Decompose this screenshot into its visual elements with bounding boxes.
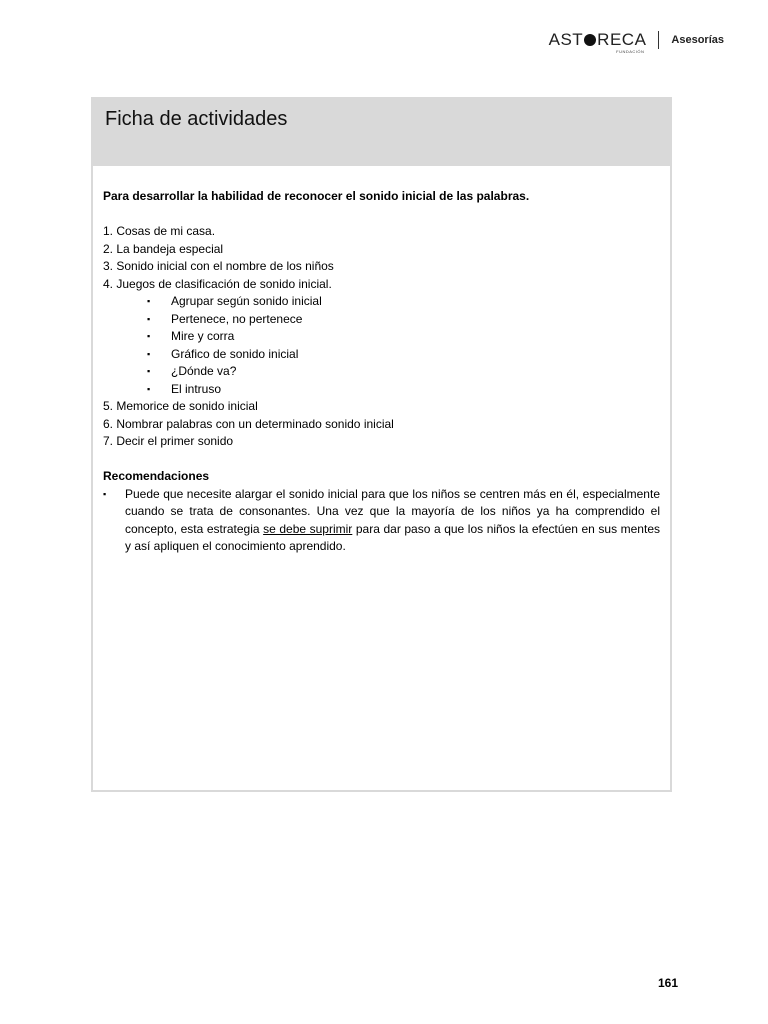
card-title: Ficha de actividades: [105, 108, 288, 130]
activity-item: 3. Sonido inicial con el nombre de los niños: [103, 259, 334, 273]
logo-dot-icon: [584, 34, 596, 46]
sub-activity-label: Mire y corra: [171, 329, 235, 343]
activities-list-continued: [103, 398, 660, 451]
sub-activity-item: [147, 381, 660, 399]
square-bullet-icon: ▪: [147, 313, 151, 324]
sub-activity-label: Agrupar según sonido inicial: [171, 294, 322, 308]
square-bullet-icon: ▪: [147, 366, 151, 376]
activity-card: [91, 97, 672, 792]
sub-activity-label: ¿Dónde va?: [171, 364, 237, 378]
activity-item: 1. Cosas de mi casa.: [103, 224, 216, 238]
sub-activity-item: [147, 293, 660, 311]
sub-activity-item: [147, 346, 660, 364]
activity-item: 7. Decir el primer sonido: [103, 434, 234, 448]
recommendations-title: Recomendaciones: [103, 469, 210, 483]
page-number: 161: [657, 976, 678, 990]
recommendation-underlined: se debe suprimir: [263, 521, 353, 536]
sub-activity-item: [147, 328, 660, 346]
activity-item: 4. Juegos de clasificación de sonido inicial.: [103, 276, 332, 291]
sub-activity-item: [147, 311, 660, 329]
recommendation-item: [103, 486, 660, 556]
card-header: [93, 99, 670, 166]
sub-activity-label: El intruso: [171, 381, 222, 396]
activity-item: 5. Memorice de sonido inicial: [103, 399, 258, 413]
header-brand: [548, 30, 724, 54]
activity-item: 2. La bandeja especial: [103, 241, 224, 256]
recommendation-text: [125, 486, 660, 556]
activities-list: [103, 223, 660, 293]
section-name: Asesorías: [671, 34, 724, 46]
sub-activity-item: [147, 363, 660, 381]
recommendation-text-part: Puede que necesite alargar el sonido inicial para que los niños se centren más en él, especialmente cuando se trata de consonantes. Una vez que la mayoría de los niños ya ha comprendido el concepto, esta estrategia: [125, 486, 660, 536]
astoreca-logo: [548, 30, 647, 54]
square-bullet-icon: ▪: [147, 348, 151, 359]
header-divider: [658, 31, 659, 49]
sub-activities-list: [103, 293, 660, 398]
square-bullet-icon: ▪: [147, 331, 151, 341]
sub-activity-label: Gráfico de sonido inicial: [171, 346, 299, 361]
square-bullet-icon: ▪: [147, 383, 151, 394]
sub-activity-label: Pertenece, no pertenece: [171, 311, 303, 326]
logo-text-left: AST: [548, 30, 584, 49]
intro-text: Para desarrollar la habilidad de reconocer el sonido inicial de las palabras.: [103, 189, 530, 203]
square-bullet-icon: ▪: [147, 296, 151, 306]
logo-text-right: RECA: [597, 30, 647, 49]
recommendation-text-part: para dar paso a que los niños la efectúen en sus mentes y así apliquen el conocimiento aprendido.: [125, 521, 660, 553]
logo-subtext: FUNDACIÓN: [616, 49, 645, 54]
activity-item: 6. Nombrar palabras con un determinado sonido inicial: [103, 416, 394, 431]
card-body: [93, 166, 670, 556]
square-bullet-icon: ▪: [103, 488, 107, 499]
